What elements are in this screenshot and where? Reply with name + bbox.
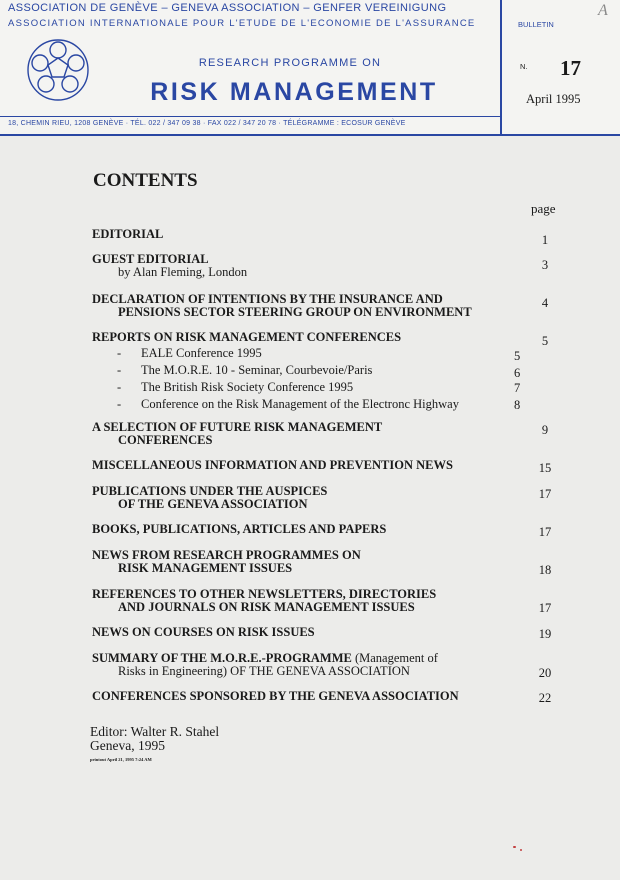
toc-page: 18 — [538, 563, 552, 577]
toc-entry-miscellaneous: MISCELLANEOUS INFORMATION AND PREVENTION NEWS — [92, 458, 453, 472]
toc-subitem-page: 8 — [514, 398, 521, 412]
toc-page: 9 — [541, 423, 549, 437]
toc-subitem-page: 7 — [514, 381, 521, 395]
address-rule — [0, 116, 500, 117]
bulletin-label: BULLETIN — [518, 20, 554, 29]
association-full-name: ASSOCIATION INTERNATIONALE POUR L'ETUDE DE L'ECONOMIE DE L'ASSURANCE — [8, 18, 476, 29]
toc-entry-references: REFERENCES TO OTHER NEWSLETTERS, DIRECTORIES AND JOURNALS ON RISK MANAGEMENT ISSUES — [92, 587, 437, 614]
association-names: ASSOCIATION DE GENÈVE – GENEVA ASSOCIATION – GENFER VEREINIGUNG — [8, 2, 447, 14]
masthead-title: RISK MANAGEMENT — [150, 78, 438, 106]
toc-entry-author: by Alan Fleming, London — [118, 265, 248, 279]
letterhead — [0, 0, 620, 136]
issue-number: 17 — [560, 56, 581, 80]
toc-subitem: - The M.O.R.E. 10 - Seminar, Courbevoie/Paris — [117, 363, 373, 377]
place-year: Geneva, 1995 — [90, 738, 165, 753]
toc-page: 1 — [541, 233, 549, 247]
toc-subitem: - The British Risk Society Conference 1995 — [117, 380, 354, 394]
toc-subitem-page: 6 — [514, 366, 521, 380]
toc-subitem: - EALE Conference 1995 — [117, 346, 262, 360]
toc-page: 3 — [541, 258, 549, 272]
toc-entry-reports: REPORTS ON RISK MANAGEMENT CONFERENCES — [92, 330, 402, 344]
toc-entry-future-conferences: A SELECTION OF FUTURE RISK MANAGEMENT CONFERENCES — [92, 420, 383, 447]
ink-speck — [513, 846, 516, 848]
toc-page: 17 — [538, 601, 552, 615]
research-programme-label: RESEARCH PROGRAMME ON — [198, 57, 382, 69]
editor-credit — [90, 725, 219, 753]
toc-page: 20 — [538, 666, 552, 680]
toc-entry-declaration: DECLARATION OF INTENTIONS BY THE INSURANCE AND PENSIONS SECTOR STEERING GROUP ON ENVIRONMENT — [92, 292, 472, 319]
toc-entry-books: BOOKS, PUBLICATIONS, ARTICLES AND PAPERS — [92, 522, 387, 536]
issue-date: April 1995 — [526, 92, 581, 106]
header-divider-vertical — [500, 0, 502, 136]
toc-page: 17 — [538, 487, 552, 501]
toc-entry-sponsored-conferences: CONFERENCES SPONSORED BY THE GENEVA ASSOCIATION — [92, 689, 459, 703]
toc-page: 19 — [538, 627, 552, 641]
ink-speck — [520, 849, 522, 851]
geneva-association-logo — [26, 38, 90, 102]
toc-entry-more-summary: SUMMARY OF THE M.O.R.E.-PROGRAMME (Management of Risks in Engineering) OF THE GENEVA ASSOCIATION — [92, 651, 438, 678]
pencil-mark-icon: A — [598, 2, 608, 19]
toc-entry-courses: NEWS ON COURSES ON RISK ISSUES — [92, 625, 315, 639]
toc-entry-guest-editorial: GUEST EDITORIAL by Alan Fleming, London — [92, 253, 512, 279]
toc-entry-editorial: EDITORIAL — [92, 227, 164, 241]
page-column-label: page — [531, 201, 556, 216]
editor-name: Editor: Walter R. Stahel — [90, 724, 220, 739]
toc-subitem: - Conference on the Risk Management of the Electronc Highway — [117, 397, 459, 411]
toc-entry-publications-auspices: PUBLICATIONS UNDER THE AUSPICES OF THE GENEVA ASSOCIATION — [92, 484, 328, 511]
toc-page: 17 — [538, 525, 552, 539]
toc-subitem-page: 5 — [514, 349, 521, 363]
header-bottom-rule — [0, 134, 620, 136]
toc-page: 15 — [538, 461, 552, 475]
printout-timestamp: printout April 21, 1995 7:24 AM — [90, 757, 152, 762]
toc-page: 22 — [538, 691, 552, 705]
issue-number-label: N. — [520, 62, 528, 71]
toc-page: 4 — [541, 296, 549, 310]
contents-heading: CONTENTS — [93, 170, 198, 191]
toc-page: 5 — [541, 334, 549, 348]
toc-entry-research-news: NEWS FROM RESEARCH PROGRAMMES ON RISK MANAGEMENT ISSUES — [92, 548, 361, 575]
address-line: 18, CHEMIN RIEU, 1208 GENÈVE · TÉL. 022 / 347 09 38 · FAX 022 / 347 20 78 · TÉLÉGRAMME : ECOSUR GENÈVE — [8, 120, 406, 127]
